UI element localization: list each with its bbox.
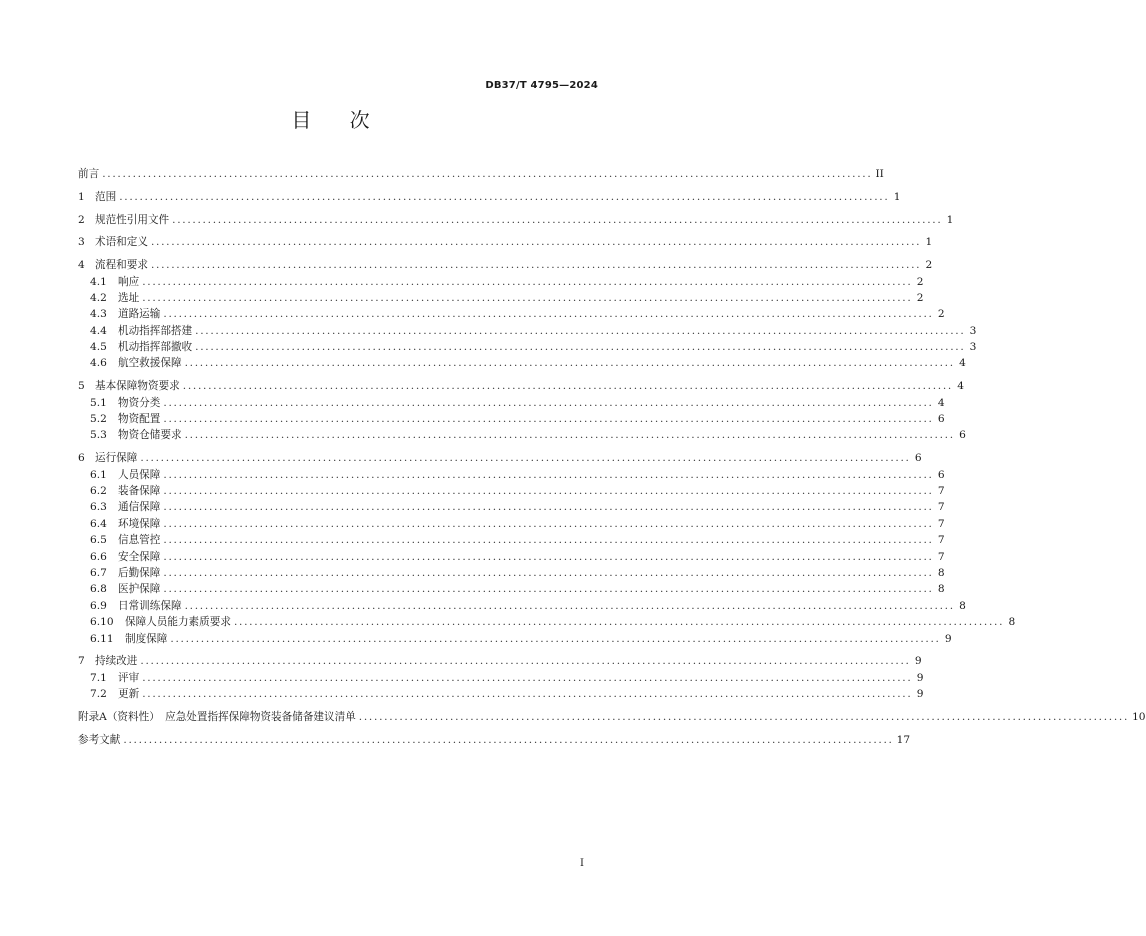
toc-entry-title [90,467,160,483]
toc-page-number: 1 [946,213,954,226]
toc-entry-number: 3 [78,236,85,249]
toc-entry[interactable] [78,306,945,322]
toc-entry[interactable] [78,670,924,686]
toc-entry-number: 6.11 [90,632,114,645]
toc-entry[interactable] [78,395,945,411]
toc-entry[interactable] [78,257,933,273]
toc-page-number: 4 [937,396,945,409]
page-title: 目 次 [291,108,371,132]
toc-entry-number: 6.3 [90,501,107,514]
toc-page-number: 4 [957,380,965,393]
toc-entry-number: 5.2 [90,413,107,426]
toc-entry-title [90,323,192,339]
footer-page-number: I [580,858,584,869]
toc-dot-leader: ........................................................................................................................................................ [163,396,934,409]
toc-dot-leader: ........................................................................................................................................................ [140,452,911,465]
toc-entry[interactable] [78,339,977,355]
toc-page-number: 6 [937,413,945,426]
toc-entry[interactable] [78,378,965,394]
toc-entry[interactable] [78,631,952,647]
toc-entry-title [78,378,180,394]
toc-page-number: 6 [914,452,922,465]
toc-entry[interactable] [78,450,922,466]
toc-entry-number: 5.3 [90,429,107,442]
toc-entry-title [90,614,231,630]
toc-dot-leader: ........................................................................................................................................................ [102,168,873,180]
toc-dot-leader: ........................................................................................................................................................ [142,291,913,304]
toc-entry-label: 信息管控 [118,534,161,547]
toc-entry-title [90,427,182,443]
toc-dot-leader: ........................................................................................................................................................ [233,616,1005,629]
toc-dot-leader: ........................................................................................................................................................ [150,236,922,249]
toc-page-number: 6 [937,468,945,481]
toc-page-number: 8 [937,583,945,596]
toc-entry-title [90,686,139,702]
toc-entry-label: 保障人员能力素质要求 [125,616,231,629]
toc-dot-leader: ........................................................................................................................................................ [140,655,911,668]
toc-page-number: 7 [937,484,945,497]
toc-dot-leader: ........................................................................................................................................................ [163,468,934,481]
toc-entry-number: 6.4 [90,517,107,530]
toc-page-number: 7 [937,501,945,514]
toc-entry-number: 6.8 [90,583,107,596]
toc-page-number: 3 [969,324,977,337]
toc-entry-label: 航空救援保障 [118,357,182,370]
toc-page-number: 2 [925,259,933,272]
toc-entry-title [90,355,182,371]
toc-entry-label: 后勤保障 [118,566,161,579]
toc-entry-title [78,732,120,748]
toc-entry-number: 1 [78,190,85,203]
toc-entry-number: 6.5 [90,534,107,547]
toc-entry-label: 规范性引用文件 [95,213,170,226]
toc-entry[interactable] [78,212,954,228]
toc-page-number: 10 [1132,710,1146,723]
toc-entry-label: 运行保障 [95,452,138,465]
toc-entry[interactable] [78,614,1016,630]
toc-entry-number: 4 [78,259,85,272]
toc-entry[interactable] [78,483,945,499]
toc-entry-label: 流程和要求 [95,259,148,272]
toc-page-number: 9 [944,632,952,645]
toc-dot-leader: ........................................................................................................................................................ [142,671,913,684]
toc-entry-label: 前言 [78,168,100,180]
toc-entry-label: 选址 [118,291,140,304]
toc-entry-label: 响应 [118,275,140,288]
toc-entry[interactable] [78,565,945,581]
toc-entry-label: 物资分类 [118,396,161,409]
toc-entry-label: 机动指挥部撤收 [118,341,193,354]
toc-page-number: 9 [914,655,922,668]
toc-entry-label: 机动指挥部搭建 [118,324,193,337]
toc-dot-leader: ........................................................................................................................................................ [119,190,890,203]
toc-entry-number: 4.6 [90,357,107,370]
toc-entry-title [90,598,182,614]
toc-entry[interactable] [78,189,901,205]
toc-entry[interactable] [78,499,945,515]
toc-entry[interactable] [78,709,1146,725]
toc-entry[interactable] [78,234,933,250]
toc-page-number: 9 [916,688,924,701]
toc-entry-title [90,565,160,581]
toc-entry-title [90,516,160,532]
toc-entry-label: 物资仓储要求 [118,429,182,442]
toc-page-number: 2 [937,308,945,321]
toc-dot-leader: ........................................................................................................................................................ [195,324,966,337]
toc-page-number: 6 [959,429,966,442]
toc-entry-title [78,450,137,466]
toc-entry[interactable] [78,355,966,371]
toc-entry-title [90,670,139,686]
toc-page-number: 1 [893,190,901,203]
toc-dot-leader: ........................................................................................................................................................ [184,357,955,370]
toc-entry-label: 日常训练保障 [118,599,182,612]
toc-entry-number: 4.4 [90,324,107,337]
toc-entry[interactable] [78,732,911,748]
toc-entry-title [78,189,116,205]
toc-entry-number: 2 [78,213,85,226]
toc-entry-number: 6.9 [90,599,107,612]
toc-entry[interactable] [78,532,945,548]
toc-entry-number: 6.10 [90,616,114,629]
toc-dot-leader: ........................................................................................................................................................ [170,632,941,645]
toc-page-number: 2 [916,275,924,288]
toc-entry-title [78,212,169,228]
toc-entry-number: 4.2 [90,291,107,304]
toc-entry-label: 医护保障 [118,583,161,596]
toc-entry-title [90,411,160,427]
toc-entry-title [78,166,99,182]
toc-page-number: 9 [916,671,924,684]
toc-entry-title [90,306,160,322]
toc-entry-label: 范围 [95,190,117,203]
toc-entry-title [90,499,160,515]
toc-entry-title [78,709,356,725]
toc-page-number: 4 [959,357,966,370]
toc-entry-title [90,483,160,499]
toc-entry[interactable] [78,549,945,565]
toc-entry-title [78,653,137,669]
toc-entry[interactable] [78,467,945,483]
toc-entry-title [78,257,148,273]
toc-entry[interactable] [78,427,966,443]
toc-dot-leader: ........................................................................................................................................................ [142,688,913,701]
toc-entry-title [78,234,148,250]
toc-dot-leader: ........................................................................................................................................................ [358,710,1130,723]
toc-entry-label: 环境保障 [118,517,161,530]
toc-dot-leader: ........................................................................................................................................................ [163,566,934,579]
toc-page-number: 7 [937,534,945,547]
toc-entry-number: 4.5 [90,341,107,354]
table-of-contents [78,166,1146,748]
toc-dot-leader: ........................................................................................................................................................ [142,275,913,288]
toc-entry[interactable] [78,581,945,597]
toc-entry-label: 物资配置 [118,413,161,426]
toc-dot-leader: ........................................................................................................................................................ [163,550,934,563]
toc-entry-title [90,290,139,306]
toc-page-number: 1 [925,236,933,249]
toc-entry-label: 道路运输 [118,308,161,321]
toc-entry-number: 7.2 [90,688,107,701]
toc-dot-leader: ........................................................................................................................................................ [184,429,955,442]
toc-entry[interactable] [78,274,924,290]
toc-dot-leader: ........................................................................................................................................................ [163,583,934,596]
toc-entry[interactable] [78,411,945,427]
toc-entry-label: 人员保障 [118,468,161,481]
toc-entry-title [90,549,160,565]
toc-page-number: 8 [937,566,945,579]
toc-dot-leader: ........................................................................................................................................................ [163,517,934,530]
toc-entry-label: 评审 [118,671,140,684]
toc-entry-label: 术语和定义 [95,236,148,249]
toc-entry[interactable] [78,516,945,532]
toc-entry-label: 参考文献 [78,733,121,746]
toc-page-number: 17 [896,733,911,746]
toc-page-number: 8 [1008,616,1016,629]
toc-dot-leader: ........................................................................................................................................................ [184,599,955,612]
toc-entry-label: 基本保障物资要求 [95,380,180,393]
toc-entry-number: 4.3 [90,308,107,321]
toc-entry[interactable] [78,166,884,182]
toc-page-number: 7 [937,517,945,530]
toc-entry-number: 5 [78,380,85,393]
toc-entry[interactable] [78,290,924,306]
toc-page-number: 2 [916,291,924,304]
toc-dot-leader: ........................................................................................................................................................ [182,380,954,393]
toc-entry-number: 7 [78,655,85,668]
toc-dot-leader: ........................................................................................................................................................ [163,484,934,497]
toc-entry-number: 4.1 [90,275,107,288]
toc-entry[interactable] [78,598,966,614]
toc-page-number: 3 [969,341,977,354]
toc-entry-label: 附录A（资料性） 应急处置指挥保障物资装备储备建议清单 [78,710,356,723]
toc-entry[interactable] [78,686,924,702]
toc-dot-leader: ........................................................................................................................................................ [163,308,934,321]
toc-entry-label: 更新 [118,688,140,701]
toc-page-number: II [875,168,884,180]
toc-dot-leader: ........................................................................................................................................................ [172,213,943,226]
toc-dot-leader: ........................................................................................................................................................ [123,733,894,746]
toc-entry-label: 持续改进 [95,655,138,668]
toc-entry-label: 通信保障 [118,501,161,514]
toc-dot-leader: ........................................................................................................................................................ [150,259,922,272]
toc-dot-leader: ........................................................................................................................................................ [163,501,934,514]
toc-dot-leader: ........................................................................................................................................................ [163,413,934,426]
toc-entry-label: 制度保障 [125,632,168,645]
toc-entry-number: 6.2 [90,484,107,497]
toc-entry-number: 7.1 [90,671,107,684]
toc-entry-number: 6.1 [90,468,107,481]
toc-entry-title [90,274,139,290]
toc-dot-leader: ........................................................................................................................................................ [163,534,934,547]
toc-entry-title [90,581,160,597]
toc-page-number: 7 [937,550,945,563]
toc-entry-number: 6.6 [90,550,107,563]
toc-entry[interactable] [78,653,922,669]
toc-entry-title [90,339,192,355]
toc-entry-title [90,395,160,411]
toc-entry-number: 6 [78,452,85,465]
toc-entry-title [90,631,167,647]
toc-entry[interactable] [78,323,977,339]
document-code: DB37/T 4795—2024 [485,80,598,91]
toc-entry-label: 装备保障 [118,484,161,497]
toc-entry-number: 6.7 [90,566,107,579]
toc-entry-label: 安全保障 [118,550,161,563]
toc-page-number: 8 [959,599,966,612]
toc-entry-number: 5.1 [90,396,107,409]
toc-dot-leader: ........................................................................................................................................................ [195,341,966,354]
toc-entry-title [90,532,160,548]
